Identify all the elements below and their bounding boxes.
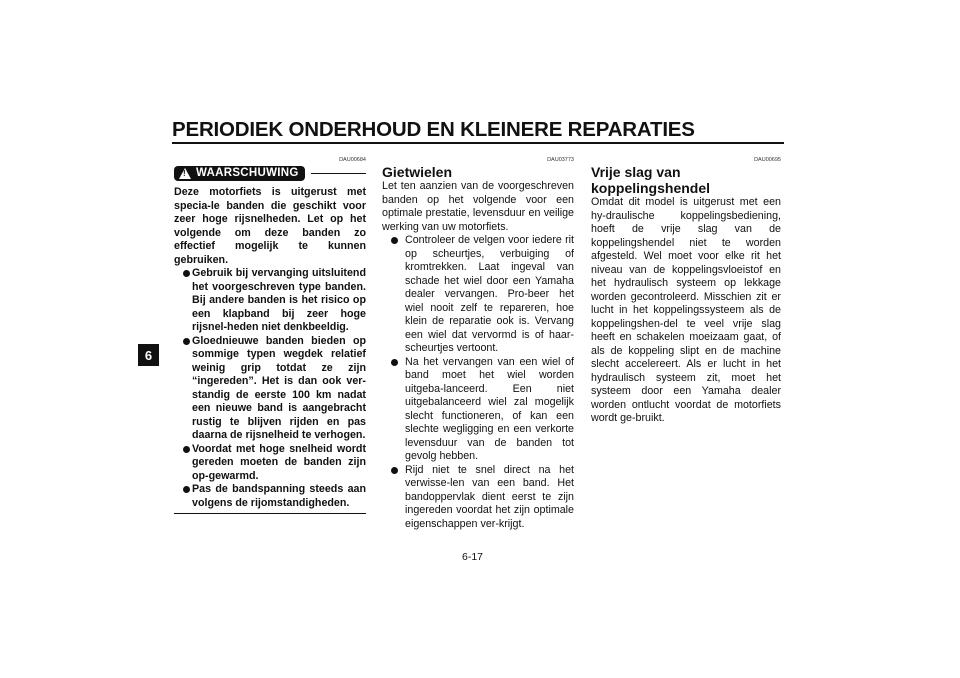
warning-item: Gebruik bij vervanging uitsluitend het voorgeschreven type banden. Bij andere banden is het risico op een klapband bij zeer hoge rijsnel-heden niet denkbeeldig. [180, 267, 366, 335]
warning-body [174, 186, 366, 510]
gietwielen-item: Controleer de velgen voor iedere rit op scheurtjes, verbuiging of kromtrekken. Laat ingeval van schade het wiel door een Yamaha dealer vervangen. Pro-beer het wiel nooit zelf te repareren, hoe klein de reparatie ook is. Vervang een wiel dat vervormd is of haar-scheurtjes vertoont. [388, 234, 574, 356]
warning-item: Gloednieuwe banden bieden op sommige typen wegdek relatief weinig grip totdat ze zijn “ingereden”. Het is dan ook ver-standig de eerste 100 km nadat een nieuwe band is aangebracht rustig te blijven rijden en pas daarna de rijsnelheid te verhogen. [180, 335, 366, 443]
koppeling-column [591, 156, 781, 426]
warning-item: Pas de bandspanning steeds aan volgens de rijomstandigheden. [180, 483, 366, 510]
koppeling-body: Omdat dit model is uitgerust met een hy-draulische koppelingsbediening, hoeft de vrije slag van de koppelingshendel niet te worden afgesteld. Wel moet voor elke rit het niveau van de koppelingsvloeistof en het hydraulisch systeem op lekkage worden gecontroleerd. Misschien zit er lucht in het koppelingssysteem als de koppelingshen-del te veel vrije slag heeft en schakelen moeizaam gaat, of als de koppeling slipt en de machine slecht accelereert. Als er lucht in het hydraulisch systeem zit, moet het systeem door een Yamaha dealer worden ontlucht voordat de motorfiets wordt ge-bruikt. [591, 196, 781, 424]
warning-label: WAARSCHUWING [196, 167, 299, 179]
gietwielen-intro: Let ten aanzien van de voorgeschreven banden op het volgende voor een optimale prestatie, levensduur en veilige werking van uw motorfiets. [382, 180, 574, 233]
koppeling-title: Vrije slag van koppelingshendel [591, 164, 711, 196]
gietwielen-code: DAU03773 [547, 157, 574, 163]
warning-intro: Deze motorfiets is uitgerust met specia-le banden die geschikt voor zeer hoge rijsnelheden. Let op het volgende om deze banden zo effectief mogelijk te kunnen gebruiken. [174, 186, 366, 266]
warning-triangle-icon [179, 168, 191, 179]
koppeling-code: DAU00695 [754, 157, 781, 163]
gietwielen-list [382, 234, 574, 531]
page-number: 6-17 [462, 551, 484, 563]
header-rule [172, 142, 784, 144]
chapter-tab: 6 [138, 344, 159, 366]
gietwielen-item: Rijd niet te snel direct na het verwisse-len van een band. Het bandoppervlak dient eerst te zijn ingereden voordat het zijn optimale eigenschappen ver-krijgt. [388, 464, 574, 532]
gietwielen-item: Na het vervangen van een wiel of band moet het wiel worden uitgeba-lanceerd. Een niet uitgebalanceerd wiel zal mogelijk slecht functioneren, of kan een slechte wegligging en een verkorte levensduur van de banden tot gevolg hebben. [388, 356, 574, 464]
page-header-title: PERIODIEK ONDERHOUD EN KLEINERE REPARATIES [172, 118, 695, 141]
warning-item: Voordat met hoge snelheid wordt gereden moeten de banden zijn op-gewarmd. [180, 443, 366, 484]
warning-code: DAU00684 [339, 157, 366, 163]
gietwielen-column [382, 156, 574, 531]
warning-heading [174, 165, 366, 182]
warning-list [174, 267, 366, 510]
gietwielen-title: Gietwielen [382, 164, 453, 180]
warning-column [174, 156, 366, 514]
warning-end-rule [174, 513, 366, 514]
warning-rule [311, 173, 366, 174]
warning-badge [174, 166, 305, 181]
